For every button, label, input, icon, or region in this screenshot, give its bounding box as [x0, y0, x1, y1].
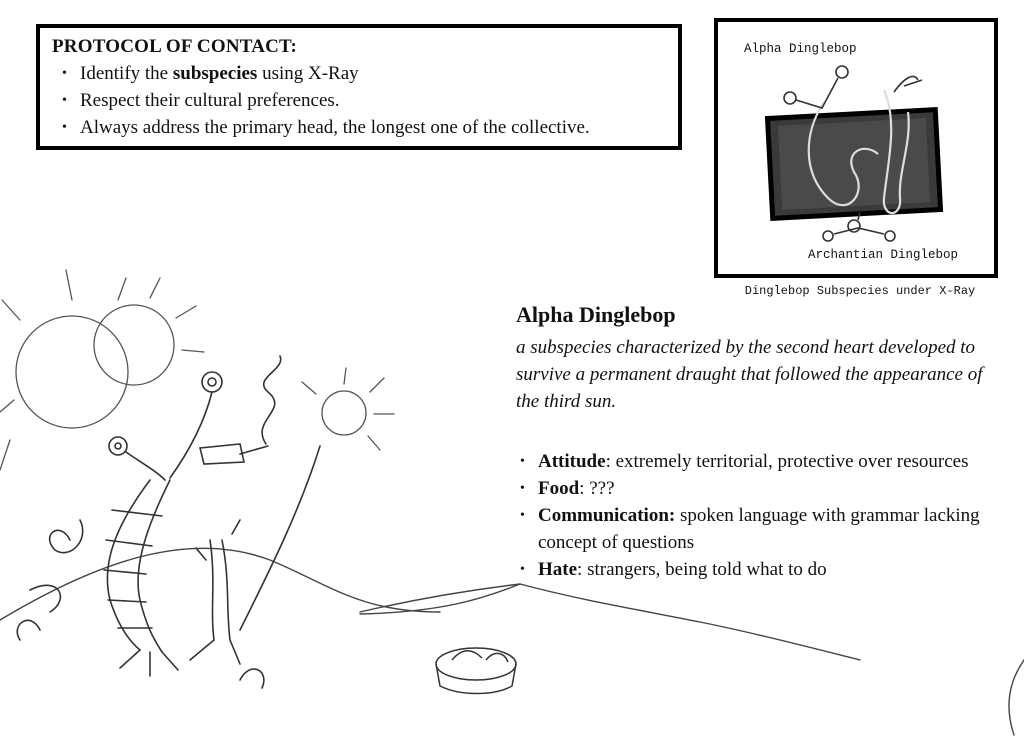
xray-figure	[714, 18, 998, 278]
protocol-item: • Always address the primary head, the longest one of the collective.	[80, 114, 666, 141]
subspecies-keyword: subspecies	[172, 63, 258, 84]
protocol-list	[52, 60, 666, 141]
large-sun-icon	[16, 316, 128, 428]
protocol-title: PROTOCOL OF CONTACT:	[52, 36, 298, 57]
species-traits-list	[536, 448, 996, 583]
species-section	[516, 302, 1006, 415]
species-description: a subspecies characterized by the second heart developed to survive a permanent draught that followed the appearance of the third sun.	[516, 337, 983, 412]
xray-creatures-image	[718, 22, 994, 274]
xray-bottom-label: Archantian Dinglebop	[808, 248, 959, 262]
small-sun-icon	[322, 391, 366, 435]
trait-food: • Food: ???	[536, 475, 996, 502]
xray-top-label: Alpha Dinglebop	[744, 42, 857, 56]
protocol-item: • Respect their cultural preferences.	[80, 87, 666, 114]
trait-communication: • Communication: spoken language with grammar lacking concept of questions	[536, 502, 996, 556]
xray-caption: Dinglebop Subspecies under X-Ray	[744, 284, 976, 298]
protocol-box	[36, 24, 682, 150]
medium-sun-icon	[94, 305, 174, 385]
trait-attitude: • Attitude: extremely territorial, protective over resources	[536, 448, 996, 475]
protocol-item: • Identify the subspecies using X-Ray	[80, 60, 666, 87]
species-name: Alpha Dinglebop	[516, 302, 676, 327]
trait-hate: • Hate: strangers, being told what to do	[536, 556, 996, 583]
